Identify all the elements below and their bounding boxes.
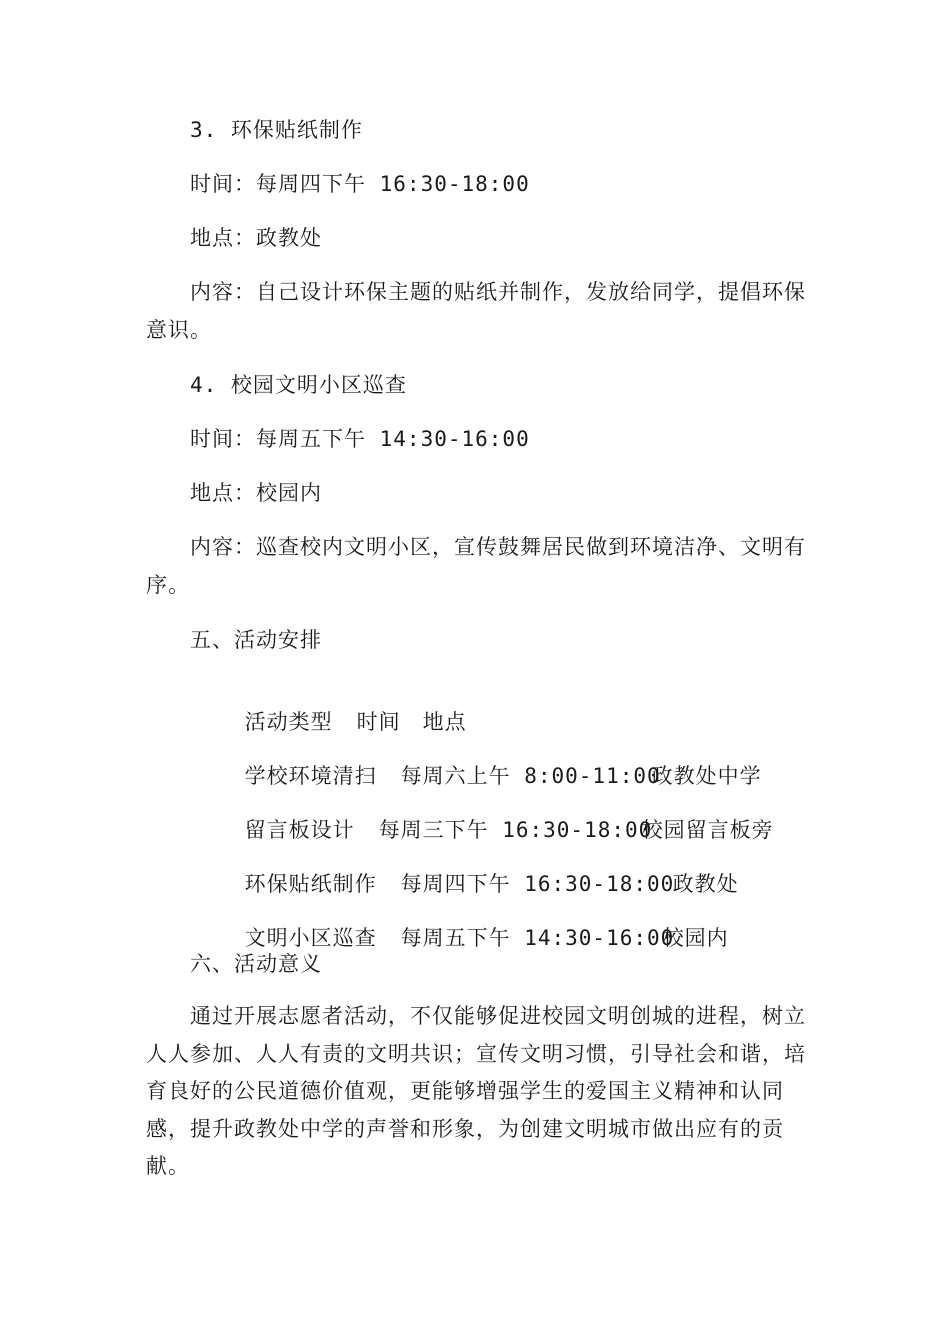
row-time: 每周五下午 14:30-16:00 xyxy=(400,926,675,950)
section3-content: 内容：自己设计环保主题的贴纸并制作，发放给同学，提倡环保意识。 xyxy=(146,280,806,342)
significance-heading: 六、活动意义 xyxy=(190,952,322,976)
row-time: 每周六上午 8:00-11:00 xyxy=(400,764,661,788)
row-type: 学校环境清扫 xyxy=(244,764,377,788)
header-place: 地点 xyxy=(422,710,467,734)
row-time: 每周四下午 16:30-18:00 xyxy=(400,872,675,896)
row-time: 每周三下午 16:30-18:00 xyxy=(378,818,653,842)
section4-heading: 4. 校园文明小区巡查 xyxy=(190,373,407,397)
section4-time: 时间：每周五下午 14:30-16:00 xyxy=(190,427,530,451)
row-place: 政教处 xyxy=(672,872,739,896)
row-type: 留言板设计 xyxy=(244,818,355,842)
section3-time: 时间：每周四下午 16:30-18:00 xyxy=(190,172,530,196)
significance-content: 通过开展志愿者活动，不仅能够促进校园文明创城的进程，树立人人参加、人人有责的文明共识；宣传文明习惯，引导社会和谐，培育良好的公民道德价值观，更能够增强学生的爱国主义精神和认同感，提升政教处中学的声誉和形象，为创建文明城市做出应有的贡献。 xyxy=(146,1004,806,1178)
header-time: 时间 xyxy=(356,710,401,734)
row-place: 政教处中学 xyxy=(651,764,762,788)
section4-place: 地点：校园内 xyxy=(190,481,322,505)
row-type: 环保贴纸制作 xyxy=(244,872,377,896)
schedule-heading: 五、活动安排 xyxy=(190,628,322,652)
section4-content: 内容：巡查校内文明小区，宣传鼓舞居民做到环境洁净、文明有序。 xyxy=(146,535,806,597)
row-place: 校园留言板旁 xyxy=(641,818,774,842)
row-type: 文明小区巡查 xyxy=(244,926,377,950)
section3-place: 地点：政教处 xyxy=(190,226,322,250)
section3-heading: 3. 环保贴纸制作 xyxy=(190,118,363,142)
header-type: 活动类型 xyxy=(244,710,333,734)
row-place: 校园内 xyxy=(662,926,729,950)
